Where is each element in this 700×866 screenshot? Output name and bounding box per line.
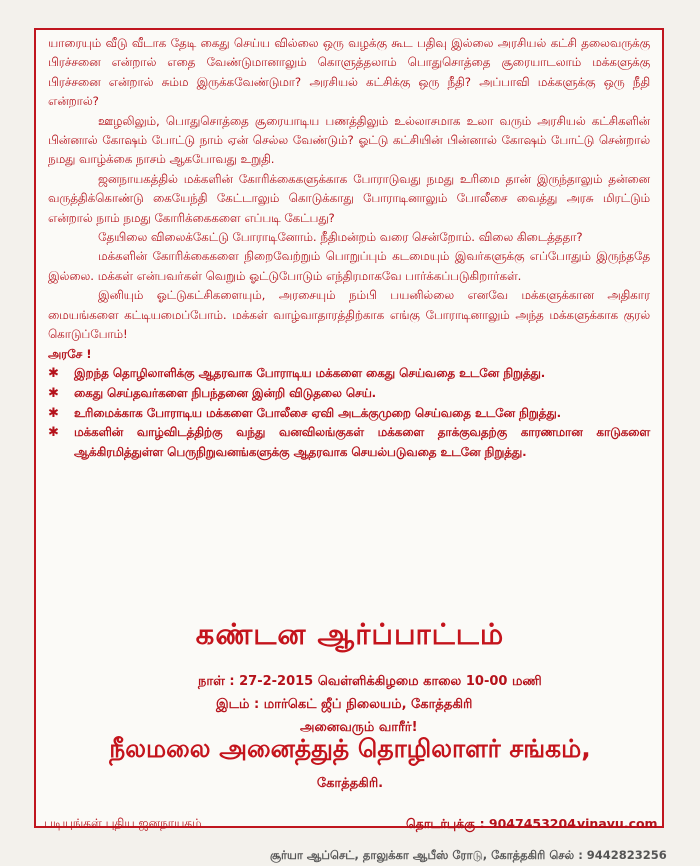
footer-contact: தொடர்புக்கு : 9047453204 bbox=[406, 816, 576, 831]
date-line: நாள் : 27-2-2015 வெள்ளிக்கிழமை காலை 10-00 மணி bbox=[198, 674, 542, 689]
paragraph-1: யாரையும் வீடு வீடாக தேடி கைது செய்ய வில்லை ஒரு வழக்கு கூட பதிவு இல்லை அரசியல் கட்சி தலைவருக்கு பிரச்சனை என்றால் எதை வேண்டுமானாலும் கொளுத்தலாம் பொதுசொத்தை சூரையாடலாம் மக்களுக்கு பிரச்சனை என்றால் சும்ம இருக்கவேண்டுமா? அரசியல் கட்சிக்கு ஒரு நீதி? அப்பாவி மக்களுக்கு ஒரு நீதி என்றால்? bbox=[48, 36, 650, 109]
organization-name: நீலமலை அனைத்துத் தொழிலாளர் சங்கம், bbox=[109, 734, 591, 763]
poster-body bbox=[48, 34, 650, 463]
demand-item: ✱ மக்களின் வாழ்விடத்திற்கு வந்து வனவிலங்குகள் மக்களை தாக்குவதற்கு காரணமான காடுகளை ஆக்கிரமித்துள்ள பெருநிறுவனங்களுக்கு ஆதரவாக செயல்படுவதை உடனே நிறுத்து. bbox=[48, 425, 650, 460]
printer-credit: சூர்யா ஆப்செட், தாலுக்கா ஆபீஸ் ரோடு, கோத்தகிரி செல் : 9442823256 bbox=[270, 848, 667, 862]
asterisk-icon: ✱ bbox=[48, 425, 59, 441]
footer-magazine: படியுங்கள் புதிய ஜனநாயகம் bbox=[44, 816, 202, 830]
event-title: கண்டன ஆர்ப்பாட்டம் bbox=[195, 617, 505, 651]
paragraph-5: மக்களின் கோரிக்கைகளை நிறைவேற்றும் பொறுப்பும் கடமையும் இவர்களுக்கு எப்போதும் இருந்ததே இல்லை. மக்கள் என்பவர்கள் வெறும் ஓட்டுபோடும் எந்திரமாகவே பார்க்கப்படுகிறார்கள். bbox=[48, 249, 650, 283]
demands-list bbox=[48, 364, 650, 463]
footer-website[interactable]: vinavu.com bbox=[577, 816, 658, 831]
paragraph-3: ஜனநாயகத்தில் மக்களின் கோரிக்கைகளுக்காக போராடுவது நமது உரிமை தான் இருந்தாலும் தன்னை வருத்திக்கொண்டு கையேந்தி கேட்டாலும் கொடுக்காது போராடினாலும் போலீசை வைத்து அரசு மிரட்டும் என்றால் நாம் நமது கோரிக்கைகளை எப்படி கேட்பது? bbox=[48, 171, 650, 225]
organization-location: கோத்தகிரி. bbox=[316, 776, 384, 791]
demand-item: ✱ உரிமைக்காக போராடிய மக்களை போலீசை ஏவி அடக்குமுறை செய்வதை உடனே நிறுத்து. bbox=[48, 404, 650, 424]
demands-heading: அரசே ! bbox=[48, 346, 92, 361]
paragraph-6: இனியும் ஓட்டுகட்சிகளையும், அரசையும் நம்பி பயனில்லை எனவே மக்களுக்கான அதிகார மையங்களை கட்டியமைப்போம். மக்கள் வாழ்வாதாரத்திற்காக எங்கு போராடினாலும் அந்த மக்களுக்காக குரல் கொடுப்போம்! bbox=[48, 288, 650, 342]
invite-line: அனைவரும் வாரீர்! bbox=[300, 720, 418, 735]
venue-line: இடம் : மார்கெட் ஜீப் நிலையம், கோத்தகிரி bbox=[216, 697, 473, 712]
demand-item: ✱ இறந்த தொழிலாளிக்கு ஆதரவாக போராடிய மக்களை கைது செய்வதை உடனே நிறுத்து. bbox=[48, 364, 650, 384]
paragraph-4: தேயிலை விலைக்கேட்டு போராடினோம். நீதிமன்றம் வரை சென்றோம். விலை கிடைத்ததா? bbox=[98, 230, 583, 245]
asterisk-icon: ✱ bbox=[48, 365, 59, 381]
paragraph-2: ஊழலிலும், பொதுசொத்தை சூரையாடிய பணத்திலும் உல்லாசமாக உலா வரும் அரசியல் கட்சிகளின் பின்னால் கோஷம் போட்டு நாம் ஏன் செல்ல வேண்டும்? ஓட்டு கட்சியின் பின்னால் கோஷம் போட்டு சென்றால் நமது வாழ்க்கை நாசம் ஆகபோவது உறுதி. bbox=[48, 113, 650, 167]
asterisk-icon: ✱ bbox=[48, 405, 59, 421]
asterisk-icon: ✱ bbox=[48, 385, 59, 401]
demand-item: ✱ கைது செய்தவர்களை நிபந்தனை இன்றி விடுதலை செய். bbox=[48, 384, 650, 404]
